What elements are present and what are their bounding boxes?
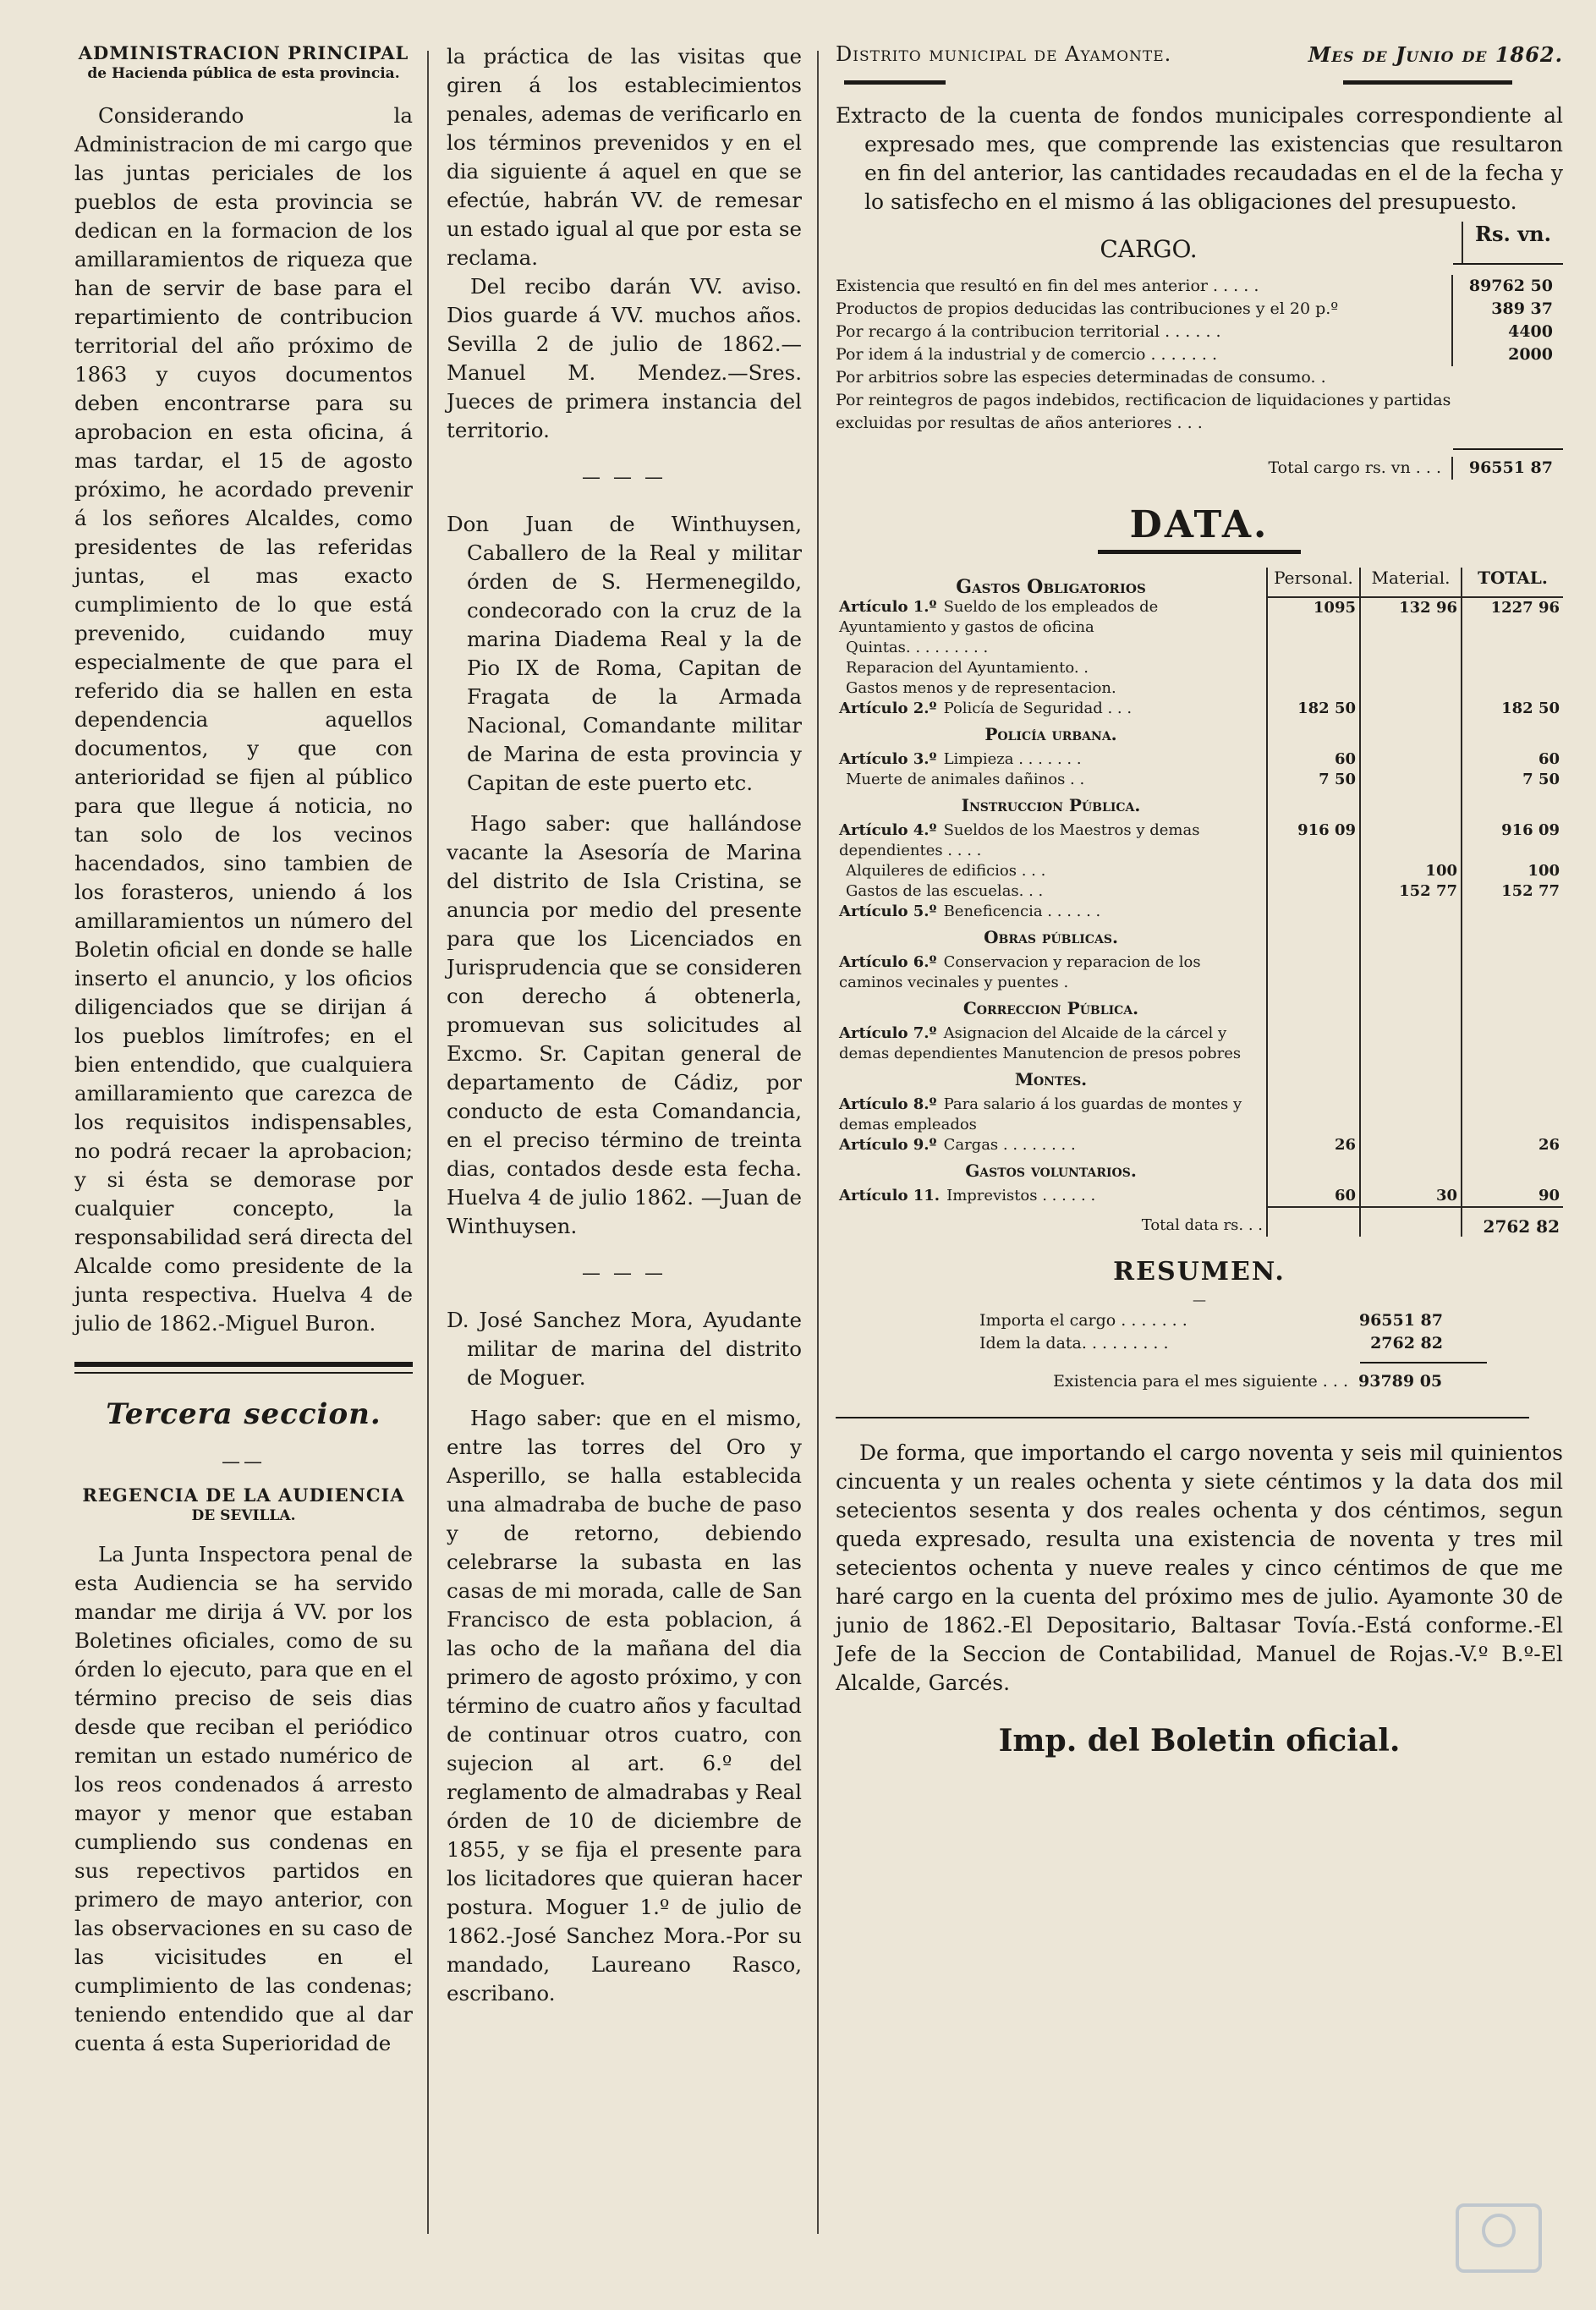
data-cell-personal: 7 50: [1267, 770, 1360, 790]
accounts-intro: Extracto de la cuenta de fondos municipales correspondiente al expresado mes, que comprende las existencias que resultaron en fin del anterior, las cantidades recaudadas en el de la fecha y lo satisfecho en el mismo á las obligaciones del presupuesto.: [836, 103, 1563, 214]
cargo-row: [836, 275, 1563, 298]
article-label: Artículo 5.º: [839, 903, 937, 920]
article-label: Artículo 6.º: [839, 953, 937, 971]
data-cell-material: [1360, 952, 1462, 993]
data-subheading: Instruccion Pública.: [961, 795, 1141, 815]
data-cell-material: [1360, 1095, 1462, 1135]
article-text: Reparacion del Ayuntamiento. .: [846, 659, 1089, 677]
article-text: Sueldos de los Maestros y demas dependientes . . . .: [839, 821, 1200, 859]
cargo-row: [836, 321, 1563, 343]
data-row-desc: [836, 678, 1267, 699]
data-row: [836, 952, 1563, 993]
cargo-row-label: Existencia que resultó en fin del mes anterior . . . . .: [836, 277, 1259, 295]
article-label: Artículo 1.º: [839, 598, 937, 616]
article-text: Beneficencia . . . . . .: [943, 903, 1101, 920]
data-cell-personal: [1267, 678, 1360, 699]
data-cell-total: 90: [1462, 1186, 1563, 1207]
data-cell-total: 152 77: [1462, 881, 1563, 902]
cargo-row: [836, 343, 1563, 366]
data-cell-material: [1360, 678, 1462, 699]
data-cell-total: [1462, 658, 1563, 678]
resumen-list: [979, 1309, 1453, 1355]
data-cell-material: [1360, 1023, 1462, 1064]
data-cell-material: 100: [1360, 861, 1462, 881]
data-subheading: Gastos voluntarios.: [965, 1160, 1137, 1181]
data-cell-personal: 60: [1267, 749, 1360, 770]
data-cell-personal: 26: [1267, 1135, 1360, 1155]
cargo-total-value: 96551 87: [1451, 457, 1563, 480]
district-label: Distrito municipal de Ayamonte.: [836, 42, 1172, 66]
data-cell-material: [1360, 658, 1462, 678]
data-row-desc: [836, 881, 1267, 902]
data-row: [836, 1095, 1563, 1135]
data-cell-total: [1462, 1023, 1563, 1064]
column-2: [447, 42, 802, 2008]
article-text: Policía de Seguridad . . .: [943, 700, 1133, 717]
data-subheading: Correccion Pública.: [963, 998, 1139, 1018]
data-cell-material: [1360, 699, 1462, 719]
cargo-total-label: Total cargo rs. vn . . .: [1268, 458, 1441, 477]
cargo-row-label: Por idem á la industrial y de comercio . . . . . . .: [836, 345, 1217, 364]
data-cell-personal: [1267, 1023, 1360, 1064]
data-row: [836, 1064, 1563, 1095]
data-cell-total: [1462, 638, 1563, 658]
regencia-notice-continued: la práctica de las visitas que giren á los establecimientos penales, ademas de verificarlo en los términos prevenidos y en el dia siguiente á aquel en que se efectúe, habrán VV. de remesar un estado igual al que por esta se reclama.: [447, 44, 802, 270]
resumen-title: RESUMEN.: [1113, 1257, 1286, 1287]
data-cell-personal: [1267, 1095, 1360, 1135]
data-cell-personal: 60: [1267, 1186, 1360, 1207]
cargo-total-row: [836, 457, 1563, 480]
article-text: Sueldo de los empleados de Ayuntamiento y gastos de oficina: [839, 598, 1159, 636]
data-total-value: 2762 82: [1462, 1207, 1563, 1237]
separator: ——: [222, 1451, 266, 1473]
data-row-desc: [836, 749, 1267, 770]
data-row: [836, 1155, 1563, 1186]
data-row: [836, 770, 1563, 790]
data-cell-total: 182 50: [1462, 699, 1563, 719]
cargo-row-label: Por reintegros de pagos indebidos, rectificacion de liquidaciones y partidas excluidas por resultas de años anteriores . . .: [836, 391, 1451, 432]
data-cell-total: 1227 96: [1462, 597, 1563, 638]
regencia-notice: La Junta Inspectora penal de esta Audiencia se ha servido mandar me dirija á VV. por los Boletines oficiales, como de su órden lo ejecuto, para que en el término preciso de seis dias desde que reciban el periódico remitan un estado numérico de los reos condenados á arresto mayor y menor que estaban cumpliendo sus condenas en sus repectivos partidos en primero de mayo anterior, con las observaciones en su caso de las vicisitudes en el cumplimiento de las condenas; teniendo entendido que al dar cuenta á esta Superioridad de: [74, 1542, 413, 2055]
data-row: [836, 597, 1563, 638]
section-rule-thin: [74, 1372, 413, 1374]
data-subheading: Obras públicas.: [984, 927, 1118, 947]
data-total-label: Total data rs. . .: [1141, 1216, 1263, 1234]
article-text: Cargas . . . . . . . .: [943, 1136, 1076, 1154]
article-label: Artículo 9.º: [839, 1136, 937, 1154]
existencia-row: [920, 1370, 1495, 1393]
data-cell-personal: 916 09: [1267, 820, 1360, 861]
administracion-heading: ADMINISTRACION PRINCIPAL: [78, 42, 409, 63]
data-cell-personal: [1267, 658, 1360, 678]
data-cell-personal: [1267, 902, 1360, 922]
article-text: Para salario á los guardas de montes y demas empleados: [839, 1095, 1242, 1133]
cargo-unit: Rs. vn.: [1462, 222, 1563, 263]
cargo-row-value: 89762 50: [1451, 275, 1563, 298]
resumen-label: Idem la data. . . . . . . . .: [979, 1334, 1169, 1353]
article-text: Gastos menos y de representacion.: [846, 679, 1116, 697]
data-row-desc: [836, 1095, 1267, 1135]
article-label: Artículo 11.: [839, 1187, 941, 1204]
data-row: [836, 861, 1563, 881]
data-cell-material: [1360, 749, 1462, 770]
data-title: DATA.: [1129, 503, 1270, 546]
data-cell-total: 26: [1462, 1135, 1563, 1155]
data-row: [836, 1135, 1563, 1155]
data-row: [836, 922, 1563, 952]
imprint: Imp. del Boletin oficial.: [998, 1723, 1401, 1759]
data-cell-material: 152 77: [1360, 881, 1462, 902]
cargo-list: [836, 265, 1563, 435]
cargo-title: CARGO.: [1100, 235, 1198, 263]
data-row: [836, 699, 1563, 719]
col-material: Material.: [1360, 568, 1462, 597]
separator: — — —: [582, 467, 666, 488]
data-row: [836, 658, 1563, 678]
data-cell-personal: 182 50: [1267, 699, 1360, 719]
data-cell-total: 60: [1462, 749, 1563, 770]
data-row-desc: [836, 1186, 1267, 1207]
resumen-value: 2762 82: [1370, 1334, 1443, 1353]
regencia-signature: Del recibo darán VV. aviso. Dios guarde á VV. muchos años. Sevilla 2 de julio de 1862.—Manuel M. Mendez.—Sres. Jueces de primera instancia del territorio.: [447, 274, 802, 442]
article-text: Imprevistos . . . . . .: [946, 1187, 1096, 1204]
data-table: [836, 568, 1563, 1237]
cargo-header: [836, 222, 1563, 263]
data-row: [836, 678, 1563, 699]
data-row: [836, 1023, 1563, 1064]
winthuysen-title: Don Juan de Winthuysen, Caballero de la Real y militar órden de S. Hermenegildo, condecorado con la cruz de la marina Diadema Real y la de Pio IX de Roma, Capitan de Fragata de la Armada Nacional, Comandante militar de Marina de esta provincia y Capitan de este puerto etc.: [447, 512, 802, 795]
closing-paragraph: De forma, que importando el cargo noventa y seis mil quinientos cincuenta y un reales ochenta y siete céntimos y la data dos mil setecientos sesenta y dos reales ochenta y dos céntimos, segun queda expresado, resulta una existencia de noventa y tres mil setecientos ochenta y nueve reales y cinco céntimos de que me haré cargo en la cuenta del próximo mes de julio. Ayamonte 30 de junio de 1862.-El Depositario, Baltasar Tovía.-Está conforme.-El Jefe de la Seccion de Contabilidad, Manuel de Rojas.-V.º B.º-El Alcalde, Garcés.: [836, 1440, 1563, 1695]
article-label: Artículo 7.º: [839, 1024, 937, 1042]
data-cell-personal: 1095: [1267, 597, 1360, 638]
article-text: Limpieza . . . . . . .: [943, 750, 1082, 768]
data-cell-total: 100: [1462, 861, 1563, 881]
data-cell-personal: [1267, 881, 1360, 902]
data-row: [836, 881, 1563, 902]
data-cell-total: [1462, 952, 1563, 993]
library-stamp-logo: [1452, 2200, 1545, 2276]
resumen-label: Importa el cargo . . . . . . .: [979, 1311, 1187, 1330]
cargo-row-value: 389 37: [1451, 298, 1563, 321]
cargo-row-label: Por recargo á la contribucion territorial . . . . . .: [836, 322, 1221, 341]
data-row: [836, 993, 1563, 1023]
article-text: Gastos de las escuelas. . .: [846, 882, 1044, 900]
data-row-desc: [836, 699, 1267, 719]
gastos-obligatorios-heading: Gastos Obligatorios: [956, 576, 1146, 598]
data-cell-material: 132 96: [1360, 597, 1462, 638]
data-cell-personal: [1267, 638, 1360, 658]
data-subheading: Policía urbana.: [984, 724, 1117, 744]
regencia-heading: REGENCIA DE LA AUDIENCIA: [82, 1484, 405, 1506]
data-row-desc: [836, 658, 1267, 678]
month-label: Mes de Junio de 1862.: [1308, 42, 1563, 67]
winthuysen-notice: Hago saber: que hallándose vacante la Asesoría de Marina del distrito de Isla Cristina, se anuncia por medio del presente para que los Licenciados en Jurisprudencia que se consideren con derecho á obtenerla, promuevan sus solicitudes al Excmo. Sr. Capitan general de departamento de Cádiz, por conducto de esta Comandancia, en el preciso término de treinta dias, contados desde esta fecha. Huelva 4 de julio 1862. —Juan de Winthuysen.: [447, 811, 802, 1238]
column-rule-2: [817, 51, 819, 2234]
resumen-value: 96551 87: [1358, 1311, 1443, 1330]
data-row-desc: [836, 597, 1267, 638]
cargo-row-label: Productos de propios deducidas las contribuciones y el 20 p.º: [836, 299, 1339, 318]
data-row: [836, 1186, 1563, 1207]
data-row: [836, 902, 1563, 922]
data-row-desc: [836, 952, 1267, 993]
data-cell-personal: [1267, 952, 1360, 993]
data-cell-total: [1462, 678, 1563, 699]
data-cell-total: [1462, 1095, 1563, 1135]
data-cell-total: 916 09: [1462, 820, 1563, 861]
data-row-desc: [836, 1135, 1267, 1155]
existencia-value: 93789 05: [1358, 1372, 1443, 1391]
accounts-header: [836, 42, 1563, 67]
cargo-row: [836, 298, 1563, 321]
data-row: [836, 820, 1563, 861]
data-row: [836, 749, 1563, 770]
regencia-subheading: DE SEVILLA.: [191, 1507, 296, 1524]
existencia-label: Existencia para el mes siguiente . . .: [1053, 1372, 1348, 1391]
article-text: Conservacion y reparacion de los caminos vecinales y puentes .: [839, 953, 1201, 991]
data-row-desc: [836, 770, 1267, 790]
data-row-desc: [836, 902, 1267, 922]
data-row: [836, 790, 1563, 820]
header-rules: [836, 80, 1563, 85]
cargo-row-value: 2000: [1451, 343, 1563, 366]
article-text: Quintas. . . . . . . . .: [846, 639, 989, 656]
administracion-notice: Considerando la Administracion de mi cargo que las juntas periciales de los pueblos de esta provincia se dedican en la formacion de los amillaramientos de riqueza que han de servir de base para el repartimiento de contribucion territorial del año próximo de 1863 y cuyos documentos deben encontrarse para su aprobacion en esta oficina, á mas tardar, el 15 de agosto próximo, he acordado prevenir á los señores Alcaldes, como presidentes de las referidas juntas, el mas exacto cumplimiento de lo que está prevenido, cuidando muy especialmente de que para el referido dia se hallen en esta dependencia aquellos documentos, y que con anterioridad se fijen al público para que llegue á noticia, no tan solo de los vecinos hacendados, sino tambien de los forasteros, uniendo á los amillaramientos un número del Boletin oficial en donde se halle inserto el anuncio, y los oficios diligenciados que se dirijan á los pueblos limítrofes; en el bien entendido, que cualquiera amillaramiento que carezca de los requisitos indispensables, no podrá recaer la aprobacion; y si ésta se demorase por cualquier concepto, la responsabilidad será directa del Alcalde como presidente de la junta respectiva. Huelva 4 de julio de 1862.-Miguel Buron.: [74, 103, 414, 1336]
column-3-accounts: [836, 42, 1563, 1759]
article-text: Asignacion del Alcaide de la cárcel y demas dependientes Manutencion de presos pobres: [839, 1024, 1242, 1062]
resumen-row: [979, 1309, 1453, 1332]
article-label: Artículo 3.º: [839, 750, 937, 768]
col-total: TOTAL.: [1462, 568, 1563, 597]
data-cell-material: [1360, 638, 1462, 658]
sanchez-mora-title: D. José Sanchez Mora, Ayudante militar de marina del distrito de Moguer.: [447, 1308, 802, 1390]
data-cell-total: 7 50: [1462, 770, 1563, 790]
article-label: Artículo 4.º: [839, 821, 937, 839]
data-cell-personal: [1267, 861, 1360, 881]
data-cell-total: [1462, 902, 1563, 922]
data-row: [836, 638, 1563, 658]
data-row: [836, 719, 1563, 749]
cargo-row: [836, 389, 1563, 435]
article-label: Artículo 2.º: [839, 700, 937, 717]
data-row-desc: [836, 638, 1267, 658]
data-row-desc: [836, 820, 1267, 861]
section-title: Tercera seccion.: [106, 1397, 381, 1431]
data-cell-material: [1360, 820, 1462, 861]
column-rule-1: [427, 51, 429, 2234]
data-title-rule: [1098, 550, 1301, 554]
article-label: Artículo 8.º: [839, 1095, 937, 1113]
cargo-row: [836, 366, 1563, 389]
resumen-dash: —: [1193, 1292, 1206, 1308]
resumen-row: [979, 1332, 1453, 1355]
sanchez-mora-notice: Hago saber: que en el mismo, entre las torres del Oro y Asperillo, se halla establecida una almadraba de buche de paso y de retorno, debiendo celebrarse la subasta en las casas de mi morada, calle de San Francisco de esta poblacion, á las ocho de la mañana del dia primero de agosto próximo, y con término de cuatro años y facultad de continuar otros cuatro, con sujecion al art. 6.º del reglamento de almadrabas y Real órden de 10 de diciembre de 1855, y se fija el presente para los licitadores que quieran hacer postura. Moguer 1.º de julio de 1862.-José Sanchez Mora.-Por su mandado, Laureano Rasco, escribano.: [447, 1406, 802, 2005]
data-cell-material: [1360, 902, 1462, 922]
administracion-subheading: de Hacienda pública de esta provincia.: [87, 65, 400, 82]
data-cell-material: [1360, 770, 1462, 790]
separator: — — —: [582, 1263, 666, 1284]
data-row-desc: [836, 1023, 1267, 1064]
cargo-row-value: 4400: [1451, 321, 1563, 343]
data-cell-material: 30: [1360, 1186, 1462, 1207]
column-1: [74, 42, 413, 2058]
col-personal: Personal.: [1267, 568, 1360, 597]
article-text: Muerte de animales dañinos . .: [846, 771, 1085, 788]
section-rule-thick: [74, 1362, 413, 1367]
data-subheading: Montes.: [1014, 1069, 1088, 1089]
article-text: Alquileres de edificios . . .: [846, 862, 1046, 880]
data-cell-material: [1360, 1135, 1462, 1155]
data-row-desc: [836, 861, 1267, 881]
cargo-row-label: Por arbitrios sobre las especies determinadas de consumo. .: [836, 368, 1326, 387]
